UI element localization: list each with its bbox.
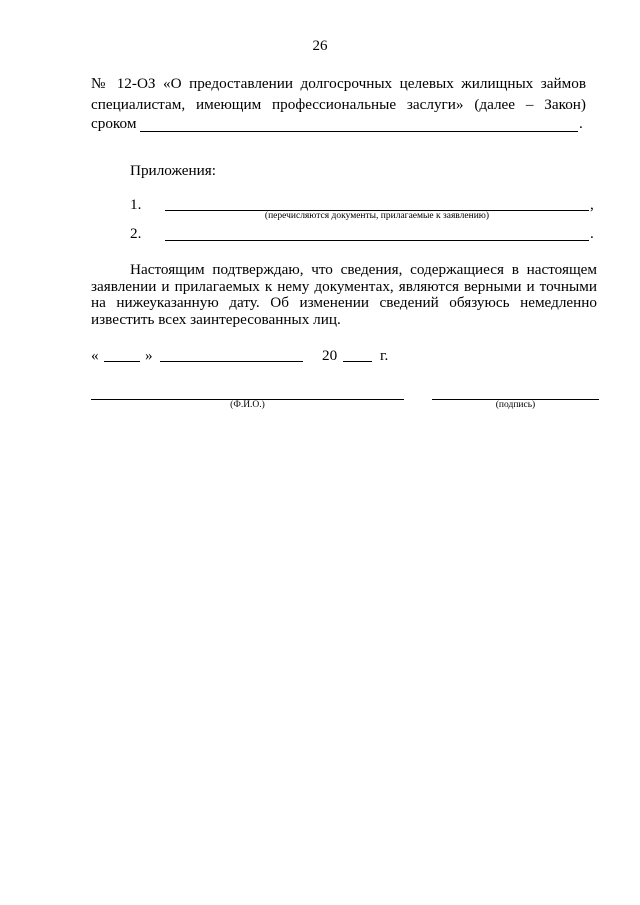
attachment-line-end-1: , [590,196,594,213]
attachment-number-1: 1. [130,196,142,213]
intro-line-2: специалистам, имеющим профессиональные заслуги» (далее – Закон) [91,96,586,113]
attachments-heading: Приложения: [130,162,216,179]
fio-caption: (Ф.И.О.) [230,400,265,410]
attachment-field-line-2[interactable] [165,240,589,241]
date-open-quote: « [91,347,99,364]
date-year-field[interactable] [343,361,372,362]
date-close-quote: » [145,347,153,364]
term-label: сроком [91,115,137,132]
date-day-field[interactable] [104,361,140,362]
signature-caption: (подпись) [495,400,536,410]
confirmation-line-3: на нижеуказанную дату. Об изменении сведений обязуюсь немедленно [91,294,597,311]
attachment-number-2: 2. [130,225,142,242]
confirmation-line-4: известить всех заинтересованных лиц. [91,311,341,328]
attachment-line-end-2: . [590,225,594,242]
page-number: 26 [312,38,328,54]
term-field-line[interactable] [140,131,578,132]
intro-line-1: № 12-ОЗ «О предоставлении долгосрочных целевых жилищных займов [91,75,586,92]
date-month-field[interactable] [160,361,303,362]
term-line-end: . [579,115,583,132]
date-year-prefix: 20 [322,347,338,364]
date-year-suffix: г. [380,347,389,364]
confirmation-line-2: заявлении и прилагаемых к нему документах, являются верными и точными [91,278,597,295]
confirmation-line-1: Настоящим подтверждаю, что сведения, содержащиеся в настоящем [130,261,597,278]
attachments-caption: (перечисляются документы, прилагаемые к заявлению) [264,211,490,221]
